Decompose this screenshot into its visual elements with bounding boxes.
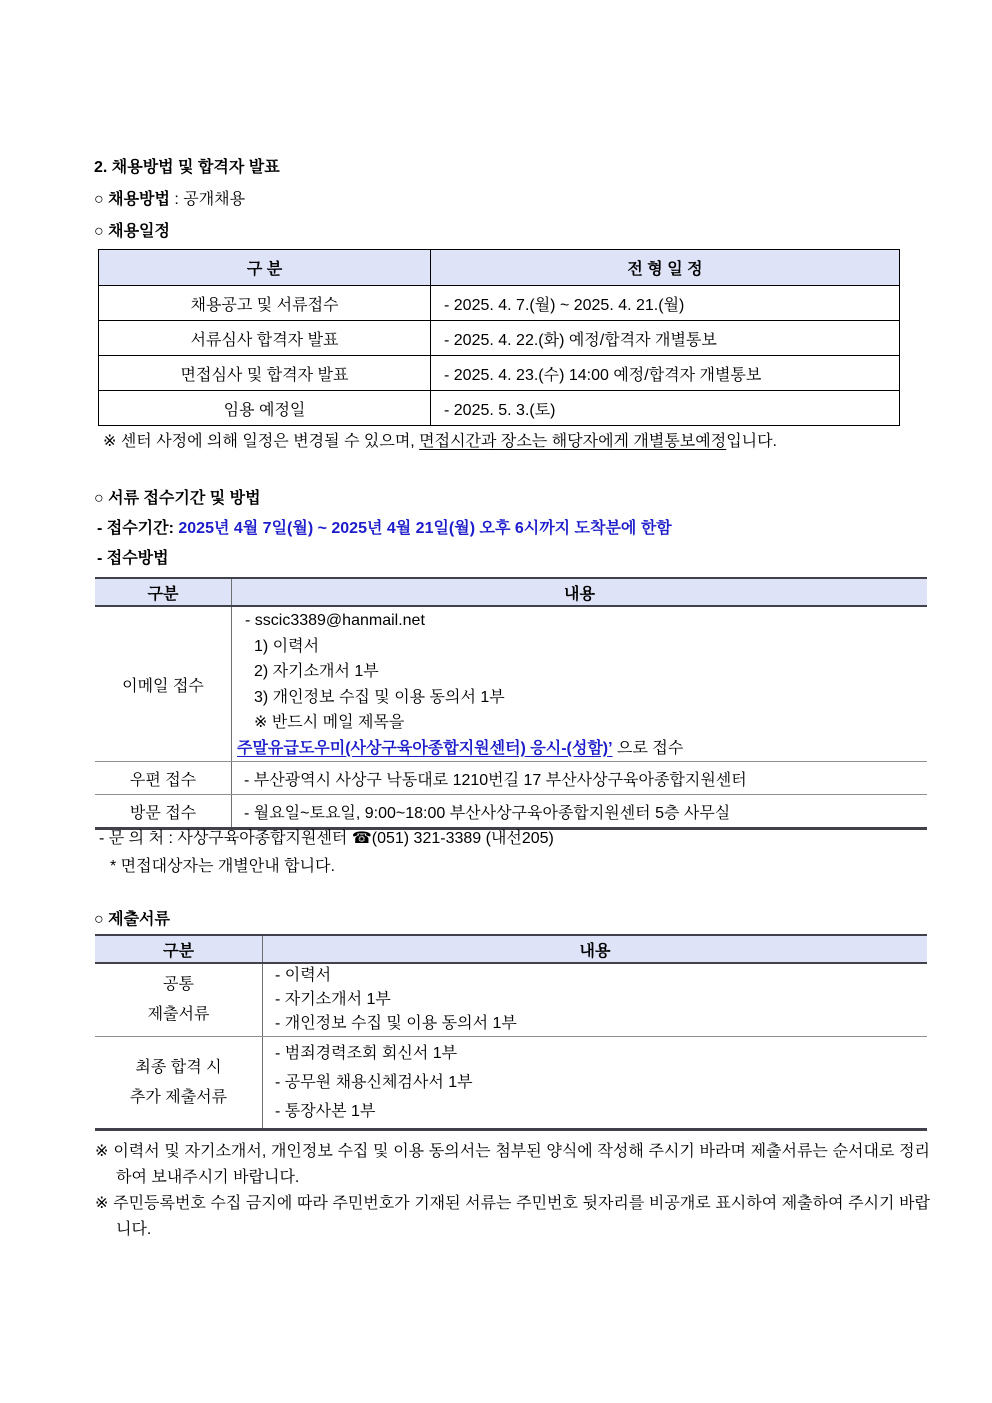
table-row	[99, 321, 900, 356]
recruit-method-line	[94, 190, 245, 210]
doc-item: - 범죄경력조회 회신서 1부	[275, 1045, 458, 1062]
table-cell-label: 이메일 접수	[95, 607, 232, 761]
label-line: 최종 합격 시	[135, 1058, 222, 1076]
schedule-change-note	[103, 432, 777, 452]
apply-period-line	[97, 519, 672, 539]
table-row	[99, 391, 900, 426]
note-text: ※ 센터 사정에 의해 일정은 변경될 수 있으며,	[103, 433, 420, 450]
table-cell-label	[95, 1037, 263, 1128]
schedule-header-category: 구 분	[99, 250, 431, 286]
table-cell-label	[95, 964, 263, 1036]
schedule-header-timeline: 전 형 일 정	[431, 250, 900, 286]
apply-table-header-row	[95, 579, 927, 607]
submit-header-category: 구분	[95, 936, 263, 962]
table-row	[99, 286, 900, 321]
apply-header-content: 내용	[564, 585, 595, 603]
table-cell-value: - 2025. 4. 22.(화) 예정/합격자 개별통보	[431, 321, 900, 356]
note-underlined-text: 면접시간과 장소는 해당자에게 개별통보예정	[419, 433, 727, 450]
table-row	[99, 356, 900, 391]
submit-header-content: 내용	[579, 942, 611, 960]
label-line: 공통	[163, 976, 194, 993]
doc-item: - 이력서	[275, 967, 332, 984]
email-doc-item: 2) 자기소개서 1부	[254, 663, 379, 680]
doc-item: - 자기소개서 1부	[275, 991, 391, 1008]
label-line: 제출서류	[147, 1006, 210, 1023]
footnote: ※ 이력서 및 자기소개서, 개인정보 수집 및 이용 동의서는 첨부된 양식에 작성해 주시기 바라며 제출서류는 순서대로 정리하여 보내주시기 바랍니다.	[95, 1143, 930, 1186]
table-cell-value	[263, 1037, 927, 1128]
apply-period-value: 2025년 4월 7일(월) ~ 2025년 4월 21일(월) 오후 6시까지 도착분에 한함	[173, 520, 672, 537]
footnotes	[95, 1139, 930, 1243]
apply-period-label: - 접수기간:	[97, 520, 174, 537]
recruit-method-label: ○ 채용방법	[94, 191, 170, 208]
submit-table-header-row	[95, 936, 927, 964]
apply-section-heading: ○ 서류 접수기간 및 방법	[94, 490, 261, 507]
doc-item: - 통장사본 1부	[275, 1103, 376, 1120]
contact-line: - 문 의 처 : 사상구육아종합지원센터 ☎(051) 321-3389 (내선205)	[99, 830, 554, 847]
label-line: 추가 제출서류	[129, 1088, 228, 1106]
note-text: 입니다.	[726, 433, 778, 450]
table-cell-label: 우편 접수	[95, 762, 232, 794]
interview-individual-note: * 면접대상자는 개별안내 합니다.	[110, 858, 335, 875]
table-cell-value	[263, 964, 927, 1036]
mail-subject-suffix: 으로 접수	[612, 739, 684, 757]
table-row-final-docs	[95, 1037, 927, 1128]
table-cell-value: - 부산광역시 사상구 낙동대로 1210번길 17 부산사상구육아종합지원센터	[244, 771, 747, 789]
section-heading: 2. 채용방법 및 합격자 발표	[94, 159, 280, 176]
table-row-common-docs	[95, 964, 927, 1037]
doc-item: - 개인정보 수집 및 이용 동의서 1부	[275, 1015, 517, 1032]
doc-item: - 공무원 채용신체검사서 1부	[275, 1074, 473, 1091]
email-address: - sscic3389@hanmail.net	[245, 612, 425, 629]
table-cell-label: 서류심사 합격자 발표	[99, 321, 431, 356]
mail-subject-link: 주말유급도우미(사상구육아종합지원센터) 응시-(성함)’	[237, 739, 613, 757]
recruit-schedule-heading: ○ 채용일정	[94, 223, 170, 240]
footnote: ※ 주민등록번호 수집 금지에 따라 주민번호가 기재된 서류는 주민번호 뒷자리를 비공개로 표시하여 제출하여 주시기 바랍니다.	[95, 1195, 930, 1238]
schedule-table	[98, 249, 900, 426]
email-doc-item: 1) 이력서	[254, 637, 320, 655]
table-cell-value: - 2025. 4. 7.(월) ~ 2025. 4. 21.(월)	[431, 286, 900, 321]
table-cell-label: 방문 접수	[95, 795, 232, 827]
table-row-visit	[95, 795, 927, 827]
table-cell-label: 면접심사 및 합격자 발표	[99, 356, 431, 391]
email-subject-line	[237, 736, 927, 762]
apply-header-category: 구분	[95, 579, 232, 605]
email-instructions	[232, 607, 927, 761]
table-cell-label: 채용공고 및 서류접수	[99, 286, 431, 321]
recruit-method-value: : 공개채용	[169, 191, 246, 208]
submit-section-heading: ○ 제출서류	[94, 911, 170, 928]
submit-docs-table	[95, 934, 927, 1131]
table-row-postal	[95, 762, 927, 795]
apply-method-table	[95, 577, 927, 830]
table-cell-value: - 월요일~토요일, 9:00~18:00 부산사상구육아종합지원센터 5층 사무실	[244, 804, 731, 822]
table-cell-value: - 2025. 4. 23.(수) 14:00 예정/합격자 개별통보	[431, 356, 900, 391]
table-row-email	[95, 607, 927, 762]
table-cell-label: 임용 예정일	[99, 391, 431, 426]
email-doc-item: 3) 개인정보 수집 및 이용 동의서 1부	[254, 688, 505, 706]
email-subject-note: ※ 반드시 메일 제목을	[254, 714, 405, 731]
apply-method-heading: - 접수방법	[97, 550, 169, 567]
table-cell-value: - 2025. 5. 3.(토)	[431, 391, 900, 426]
schedule-table-header-row	[99, 250, 900, 286]
